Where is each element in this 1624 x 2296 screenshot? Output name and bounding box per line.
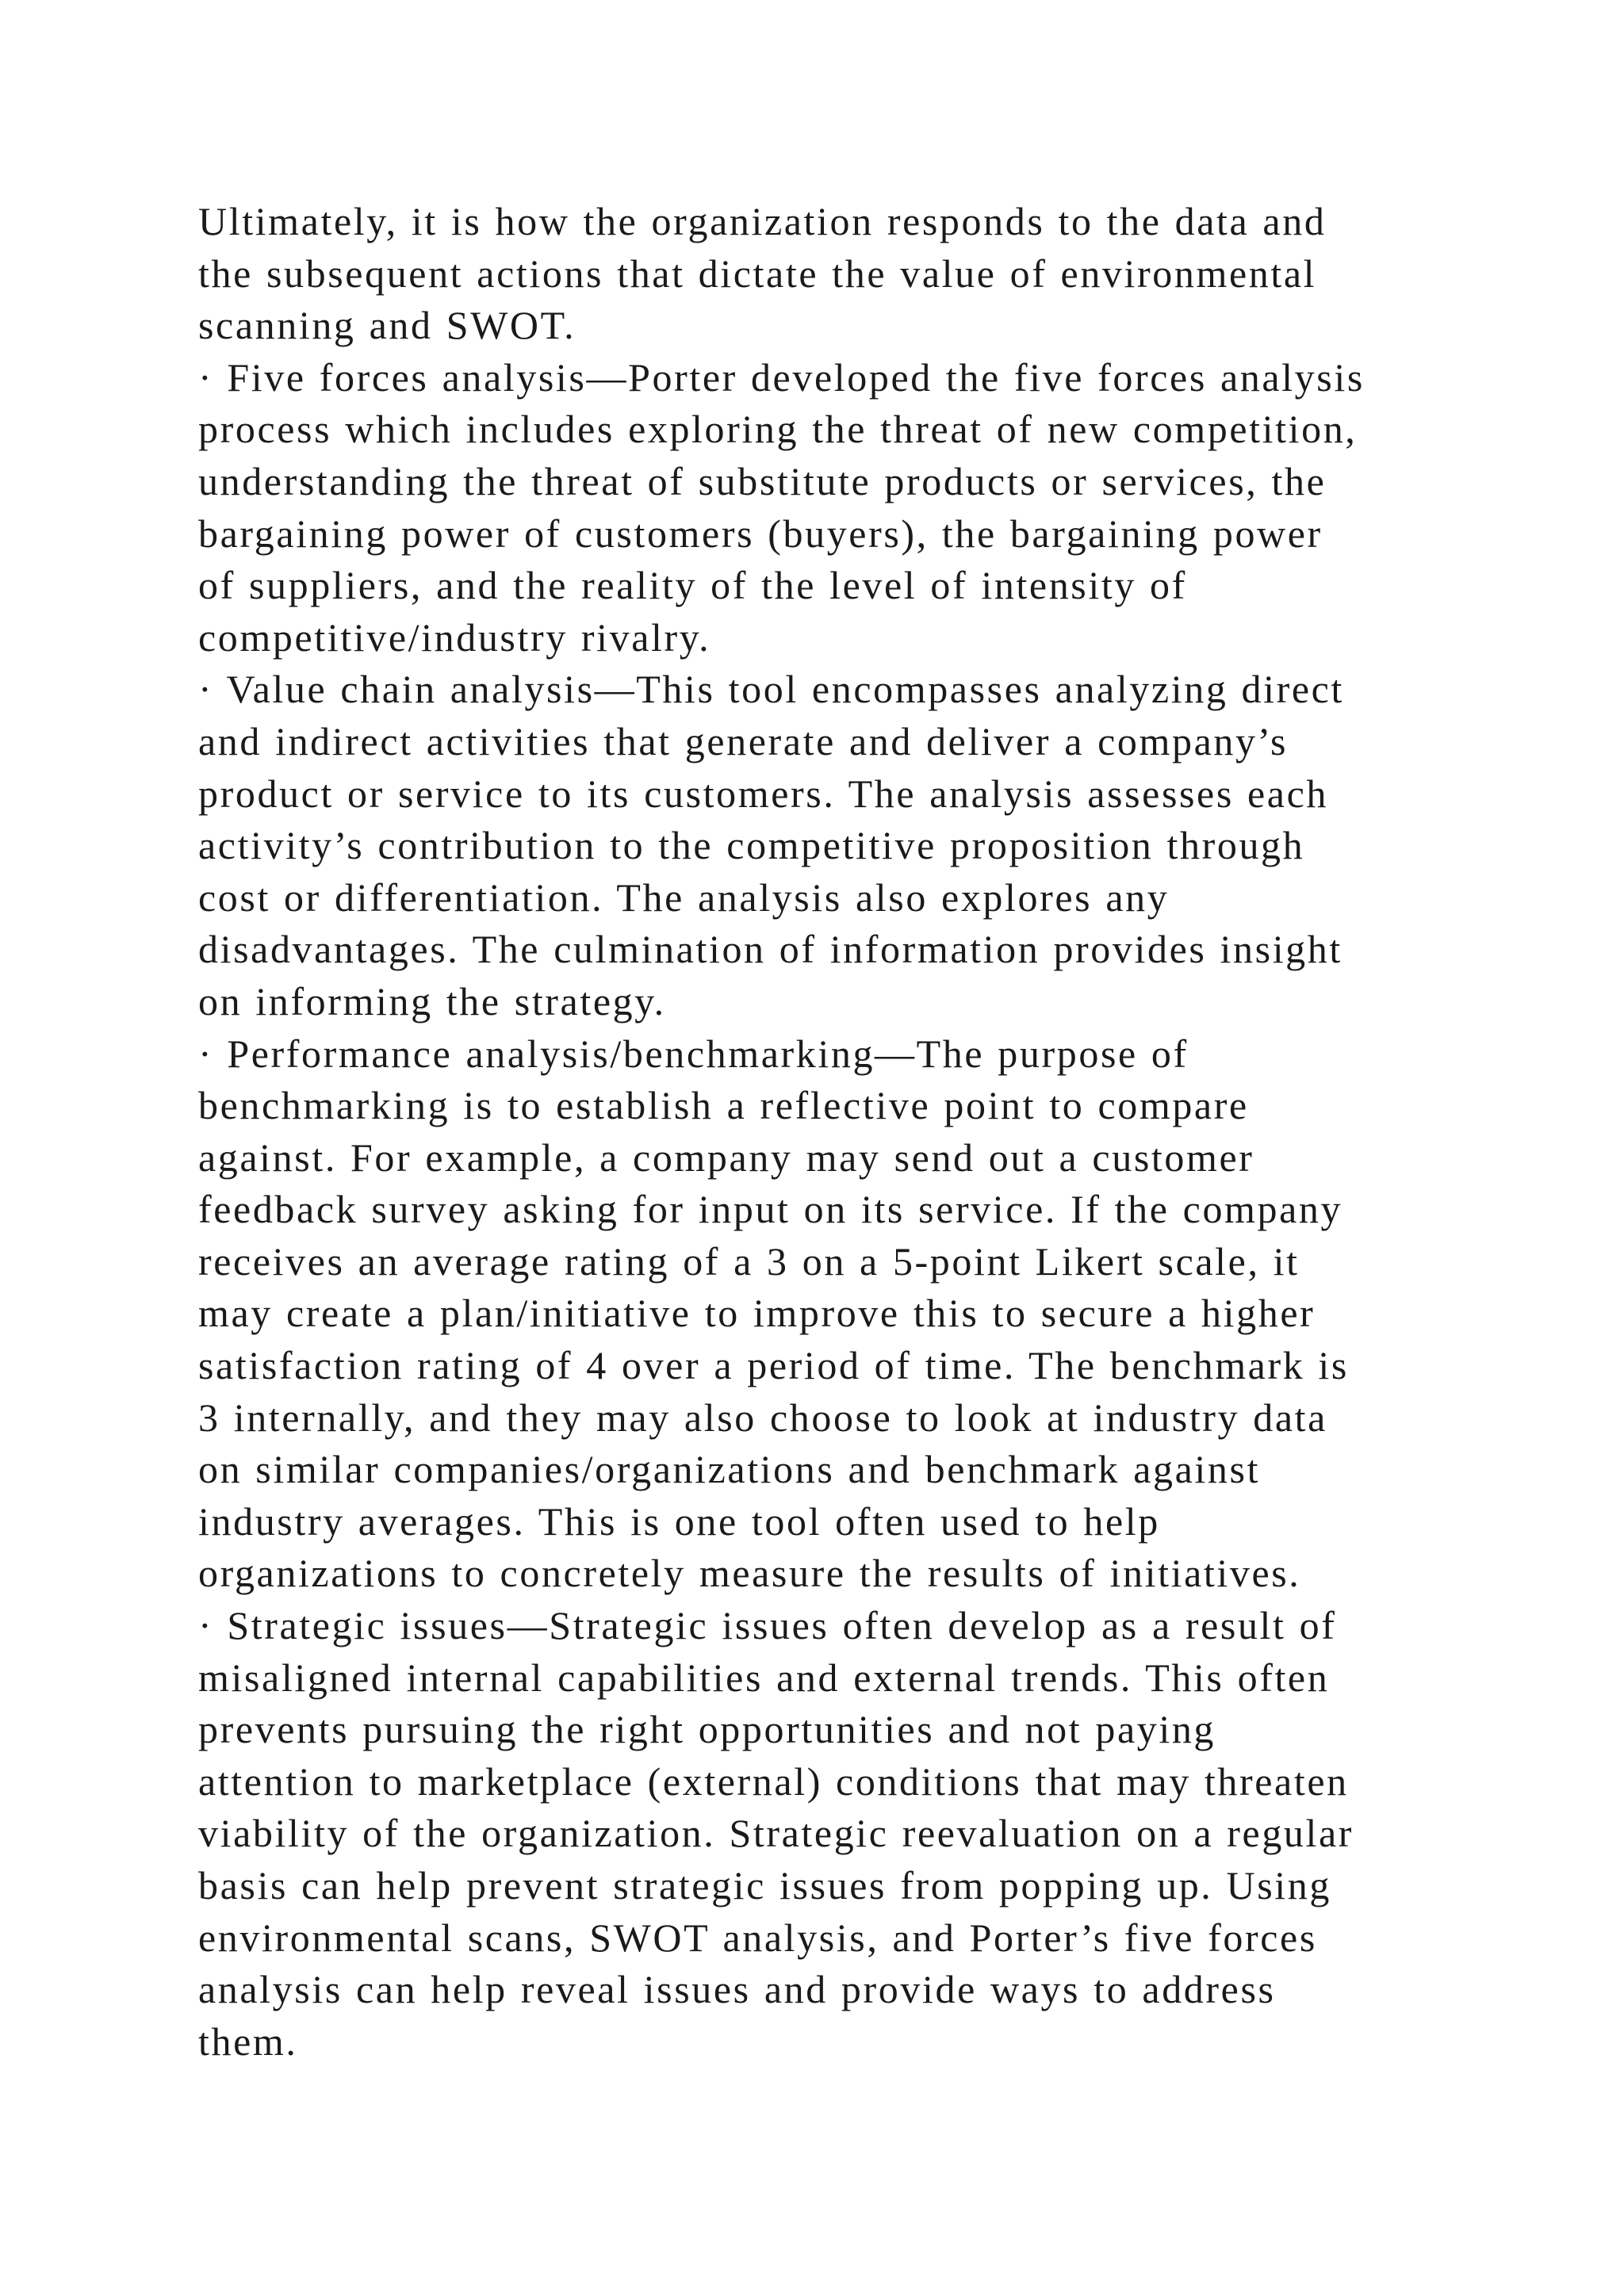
text-line: misaligned internal capabilities and external trends. This often: [198, 1655, 1330, 1700]
text-line: · Performance analysis/benchmarking—The purpose of: [198, 1031, 1189, 1076]
text-line: receives an average rating of a 3 on a 5-point Likert scale, it: [198, 1238, 1300, 1284]
text-line: bargaining power of customers (buyers), the bargaining power: [198, 511, 1323, 556]
text-line: organizations to concretely measure the results of initiatives.: [198, 1551, 1301, 1596]
text-line: scanning and SWOT.: [198, 303, 576, 348]
text-line: environmental scans, SWOT analysis, and Porter’s five forces: [198, 1915, 1317, 1960]
text-line: on similar companies/organizations and benchmark against: [198, 1447, 1261, 1492]
text-line: may create a plan/initiative to improve this to secure a higher: [198, 1291, 1316, 1336]
text-line: attention to marketplace (external) conditions that may threaten: [198, 1758, 1349, 1804]
text-line: industry averages. This is one tool often used to help: [198, 1498, 1160, 1544]
text-line: analysis can help reveal issues and provide ways to address: [198, 1967, 1276, 2012]
text-line: understanding the threat of substitute products or services, the: [198, 458, 1327, 503]
text-line: feedback survey asking for input on its service. If the company: [198, 1187, 1343, 1232]
text-line: of suppliers, and the reality of the level of intensity of: [198, 563, 1187, 608]
text-line: satisfaction rating of 4 over a period of time. The benchmark is: [198, 1343, 1349, 1388]
text-line: prevents pursuing the right opportunities and not paying: [198, 1707, 1216, 1752]
text-line: · Five forces analysis—Porter developed the five forces analysis: [198, 354, 1365, 400]
text-line: disadvantages. The culmination of information provides insight: [198, 927, 1342, 972]
text-line: competitive/industry rivalry.: [198, 614, 711, 660]
text-line: benchmarking is to establish a reflective point to compare: [198, 1083, 1249, 1128]
text-line: cost or differentiation. The analysis also explores any: [198, 874, 1170, 920]
text-line: viability of the organization. Strategic reevaluation on a regular: [198, 1811, 1354, 1856]
text-line: · Strategic issues—Strategic issues often develop as a result of: [198, 1603, 1337, 1648]
text-line: against. For example, a company may send out a customer: [198, 1135, 1254, 1180]
text-line: · Value chain analysis—This tool encompasses analyzing direct: [198, 667, 1344, 712]
text-line: the subsequent actions that dictate the value of environmental: [198, 251, 1317, 296]
text-line: process which includes exploring the threat of new competition,: [198, 407, 1358, 452]
text-line: 3 internally, and they may also choose to look at industry data: [198, 1395, 1327, 1440]
text-line: them.: [198, 2019, 298, 2064]
text-line: Ultimately, it is how the organization responds to the data and: [198, 199, 1327, 243]
text-line: activity’s contribution to the competitive proposition through: [198, 823, 1305, 868]
text-line: and indirect activities that generate and deliver a company’s: [198, 718, 1289, 763]
text-line: product or service to its customers. The analysis assesses each: [198, 771, 1328, 816]
body-text: [198, 196, 1546, 2068]
text-line: on informing the strategy.: [198, 978, 666, 1024]
text-line: basis can help prevent strategic issues from popping up. Using: [198, 1863, 1331, 1908]
